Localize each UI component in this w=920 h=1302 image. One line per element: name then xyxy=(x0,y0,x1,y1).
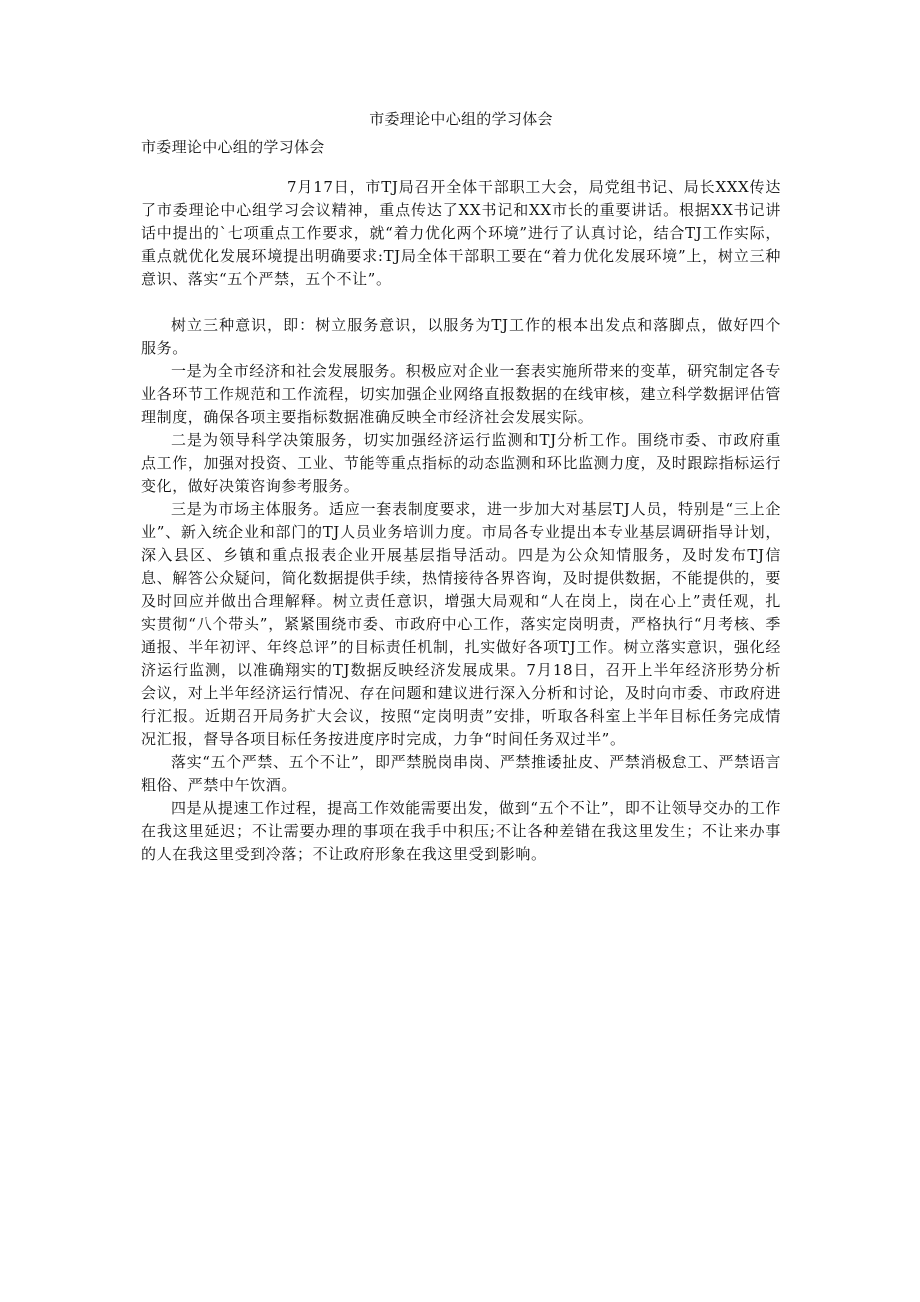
paragraph-service-three: 三是为市场主体服务。适应一套表制度要求，进一步加大对基层TJ人员，特别是“三上企业”、新入统企业和部门的TJ人员业务培训力度。市局各专业提出本专业基层调研指导计划，深入县区、乡镇和重点报表企业开展基层指导活动。四是为公众知情服务，及时发布TJ信息、解答公众疑问，简化数据提供手续，热情接待各界咨询，及时提供数据，不能提供的，要及时回应并做出合理解释。树立责任意识，增强大局观和“人在岗上，岗在心上”责任观，扎实贯彻“八个带头”，紧紧围绕市委、市政府中心工作，落实定岗明责，严格执行“月考核、季通报、半年初评、年终总评”的目标责任机制，扎实做好各项TJ工作。树立落实意识，强化经济运行监测，以准确翔实的TJ数据反映经济发展成果。7月18日，召开上半年经济形势分析会议，对上半年经济运行情况、存在问题和建议进行深入分析和讨论，及时向市委、市政府进行汇报。近期召开局务扩大会议，按照“定岗明责”安排，听取各科室上半年目标任务完成情况汇报，督导各项目标任务按进度序时完成，力争“时间任务双过半”。 xyxy=(141,500,781,748)
document-page xyxy=(141,108,781,866)
paragraph-service-one: 一是为全市经济和社会发展服务。积极应对企业一套表实施所带来的变革，研究制定各专业各环节工作规范和工作流程，切实加强企业网络直报数据的在线审核，建立科学数据评估管理制度，确保各项主要指标数据准确反映全市经济社会发展实际。 xyxy=(141,362,781,426)
paragraph-intro: 7月17日，市TJ局召开全体干部职工大会，局党组书记、局长XXX传达了市委理论中心组学习会议精神，重点传达了XX书记和XX市长的重要讲话。根据XX书记讲话中提出的`七项重点工作要求，就“着力优化两个环境”进行了认真讨论，结合TJ工作实际，重点就优化发展环境提出明确要求:TJ局全体干部职工要在“着力优化发展环境”上，树立三种意识、落实“五个严禁，五个不让”。 xyxy=(141,178,781,288)
document-title: 市委理论中心组的学习体会 xyxy=(369,110,553,128)
document-subtitle: 市委理论中心组的学习体会 xyxy=(141,138,325,156)
paragraph-five-not-allow: 四是从提速工作过程，提高工作效能需要出发，做到“五个不让”，即不让领导交办的工作在我这里延迟；不让需要办理的事项在我手中积压;不让各种差错在我这里发生；不让来办事的人在我这里受到冷落；不让政府形象在我这里受到影响。 xyxy=(141,799,781,863)
paragraph-three-awareness: 树立三种意识，即：树立服务意识，以服务为TJ工作的根本出发点和落脚点，做好四个服务。 xyxy=(141,316,781,357)
paragraph-service-two: 二是为领导科学决策服务，切实加强经济运行监测和TJ分析工作。围绕市委、市政府重点工作，加强对投资、工业、节能等重点指标的动态监测和环比监测力度，及时跟踪指标运行变化，做好决策咨询参考服务。 xyxy=(141,431,781,495)
paragraph-five-prohibitions: 落实“五个严禁、五个不让”，即严禁脱岗串岗、严禁推诿扯皮、严禁消极怠工、严禁语言粗俗、严禁中午饮酒。 xyxy=(141,753,781,794)
